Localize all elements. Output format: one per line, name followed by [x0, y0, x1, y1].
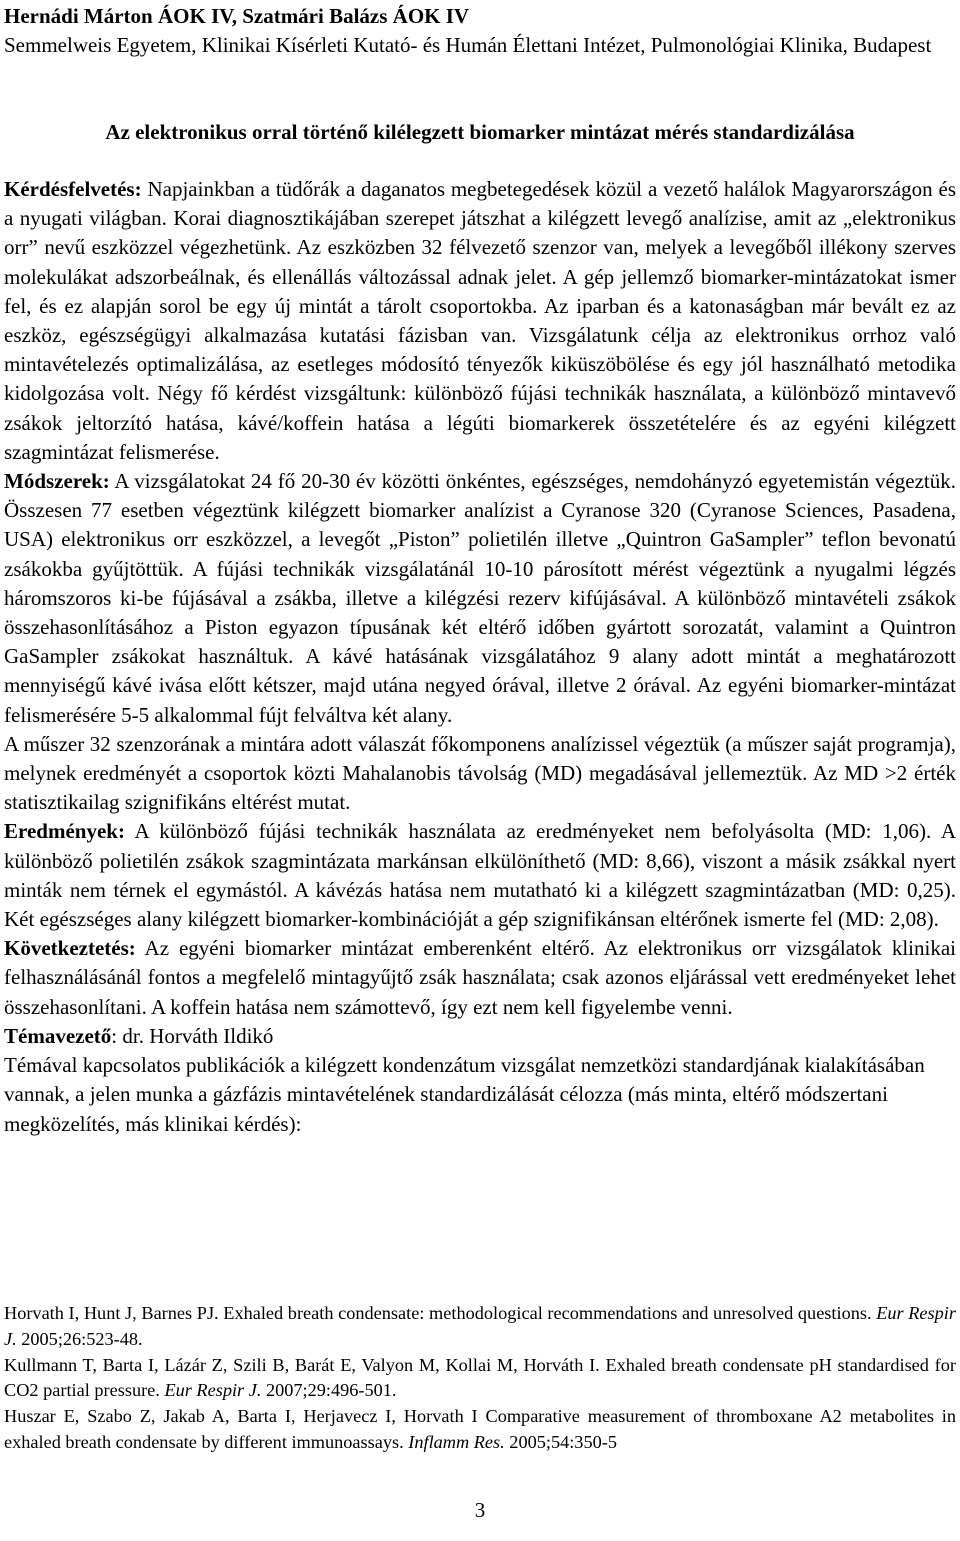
- publications-intro: Témával kapcsolatos publikációk a kilégzett kondenzátum vizsgálat nemzetközi standardjának kialakításában vannak, a jelen munka a gázfázis mintavételének standardizálását célozza (más minta, eltérő módszertani megközelítés, más klinikai kérdés):: [4, 1053, 925, 1136]
- reference-citation: 2007;29:496-501.: [261, 1380, 397, 1401]
- reference-text: Kullmann T, Barta I, Lázár Z, Szili B, Barát E, Valyon M, Kollai M, Horváth I. Exhaled breath condensate pH standardised for CO2 partial pressure.: [4, 1354, 956, 1401]
- reference-item: [4, 1404, 956, 1456]
- results-paragraph: [4, 817, 956, 934]
- conclusion-label: Következtetés:: [4, 936, 136, 961]
- reference-text: Horvath I, Hunt J, Barnes PJ. Exhaled breath condensate: methodological recommendations and unresolved questions.: [4, 1303, 877, 1323]
- methods-paragraph: [4, 467, 956, 730]
- authors-line: Hernádi Márton ÁOK IV, Szatmári Balázs ÁOK IV: [4, 4, 470, 28]
- question-text: Napjainkban a tüdőrák a daganatos megbetegedések közül a vezető halálok Magyarországon és a nyugati világban. Korai diagnosztikájában szerepet játszhat a kilégzett levegő analízise, amit az „elektronikus orr” nevű eszközzel végezhetünk. Az eszközben 32 félvezető szenzor van, melyek a levegőből illékony szerves molekulákat adszorbeálnak, és ellenállás változással adnak jelet. A gép jellemző biomarker-mintázatokat ismer fel, és ez alapján sorol be egy új mintát a tárolt csoportokba. Az iparban és a katonaságban már bevált ez az eszköz, egészségügyi alkalmazása kutatási fázisban van. Vizsgálatunk célja az elektronikus orrhoz való mintavételezés optimalizálása, az esetleges módosító tényezők kiküszöbölése és egy jól használható metodika kidolgozása volt. Négy fő kérdést vizsgáltunk: különböző fújási technikák használata, a különböző mintavevő zsákok jeltorzító hatása, kávé/koffein hatása a légúti biomarkerek összetételére és az egyéni kilégzett szagmintázat felismerése.: [4, 177, 956, 464]
- question-label: Kérdésfelvetés:: [4, 177, 142, 201]
- results-text: A különböző fújási technikák használata az eredményeket nem befolyásolta (MD: 1,06). A különböző polietilén zsákok szagmintázata markánsan elkülöníthető (MD: 8,66), viszont a másik zsákkal nyert minták nem térnek el egymástól. A kávézás hatása nem mutatható ki a kilégzett szagmintázatban (MD: 0,25). Két egészséges alany kilégzett biomarker-kombinációját a gép szignifikánsan eltérőnek ismerte fel (MD: 2,08).: [4, 819, 956, 932]
- reference-list: [4, 1301, 956, 1456]
- methods-text: A vizsgálatokat 24 fő 20-30 év közötti önkéntes, egészséges, nemdohányzó egyetemistán végeztük. Összesen 77 esetben végeztünk kilégzett biomarker analízist a Cyranose 320 (Cyranose Sciences, Pasadena, USA) elektronikus orr eszközzel, a levegőt „Piston” polietilén illetve „Quintron GaSampler” teflon bevonatú zsákokba gyűjtöttük. A fújási technikák vizsgálatánál 10-10 párosított mérést végeztünk a nyugalmi légzés háromszoros ki-be fújásával a zsákba, illetve a kilégzési rezerv kifújásával. A különböző mintavételi zsákok összehasonlításához a Piston egyazon típusának két eltérő időben gyártott sorozatát, valamint a Quintron GaSampler zsákokat használtuk. A kávé hatásának vizsgálatához 9 alany adott mintát a meghatározott mennyiségű kávé ivása előtt kétszer, majd utána negyed órával, illetve 2 órával. Az egyéni biomarker-mintázat felismerésére 5-5 alkalommal fújt felváltva két alany.: [4, 469, 956, 727]
- question-paragraph: [4, 175, 956, 467]
- conclusion-text: Az egyéni biomarker mintázat emberenként eltérő. Az elektronikus orr vizsgálatok klinikai felhasználásánál fontos a megfelelő mintagyűjtő zsák használata; csak azonos eljárással vett eredményeket lehet összehasonlítani. A koffein hatása nem számottevő, így ezt nem kell figyelembe venni.: [4, 936, 956, 1019]
- results-label: Eredmények:: [4, 819, 125, 844]
- reference-journal: Inflamm Res.: [408, 1431, 505, 1452]
- abstract-title: Az elektronikus orral történő kilélegzett biomarker mintázat mérés standardizálása: [105, 120, 855, 144]
- abstract-body: [4, 175, 956, 1139]
- reference-journal: Eur Respir J.: [4, 1303, 956, 1349]
- reference-citation: 2005;26:523-48.: [16, 1328, 143, 1349]
- reference-item: [4, 1301, 956, 1353]
- reference-citation: 2005;54:350-5: [504, 1431, 617, 1452]
- reference-journal: Eur Respir J.: [164, 1380, 262, 1401]
- reference-item: [4, 1353, 956, 1405]
- supervisor-label: Témavezető: [4, 1023, 112, 1048]
- supervisor-line: [4, 1022, 956, 1051]
- reference-text: Huszar E, Szabo Z, Jakab A, Barta I, Herjavecz I, Horvath I Comparative measurement of thromboxane A2 metabolites in exhaled breath condensate by different immunoassays.: [4, 1406, 956, 1452]
- methods-label: Módszerek:: [4, 469, 110, 494]
- affiliation: Semmelweis Egyetem, Klinikai Kísérleti Kutató- és Humán Élettani Intézet, Pulmonológiai Klinika, Budapest: [4, 33, 932, 57]
- conclusion-paragraph: [4, 934, 956, 1022]
- methods-paragraph-2: A műszer 32 szenzorának a mintára adott válaszát főkomponens analízissel végeztük (a műszer saját programja), melynek eredményét a csoportok közti Mahalanobis távolság (MD) megadásával jellemeztük. Az MD >2 érték statisztikailag szignifikáns eltérést mutat.: [4, 731, 956, 815]
- page-number: 3: [474, 1498, 486, 1522]
- supervisor-name: : dr. Horváth Ildikó: [111, 1023, 274, 1048]
